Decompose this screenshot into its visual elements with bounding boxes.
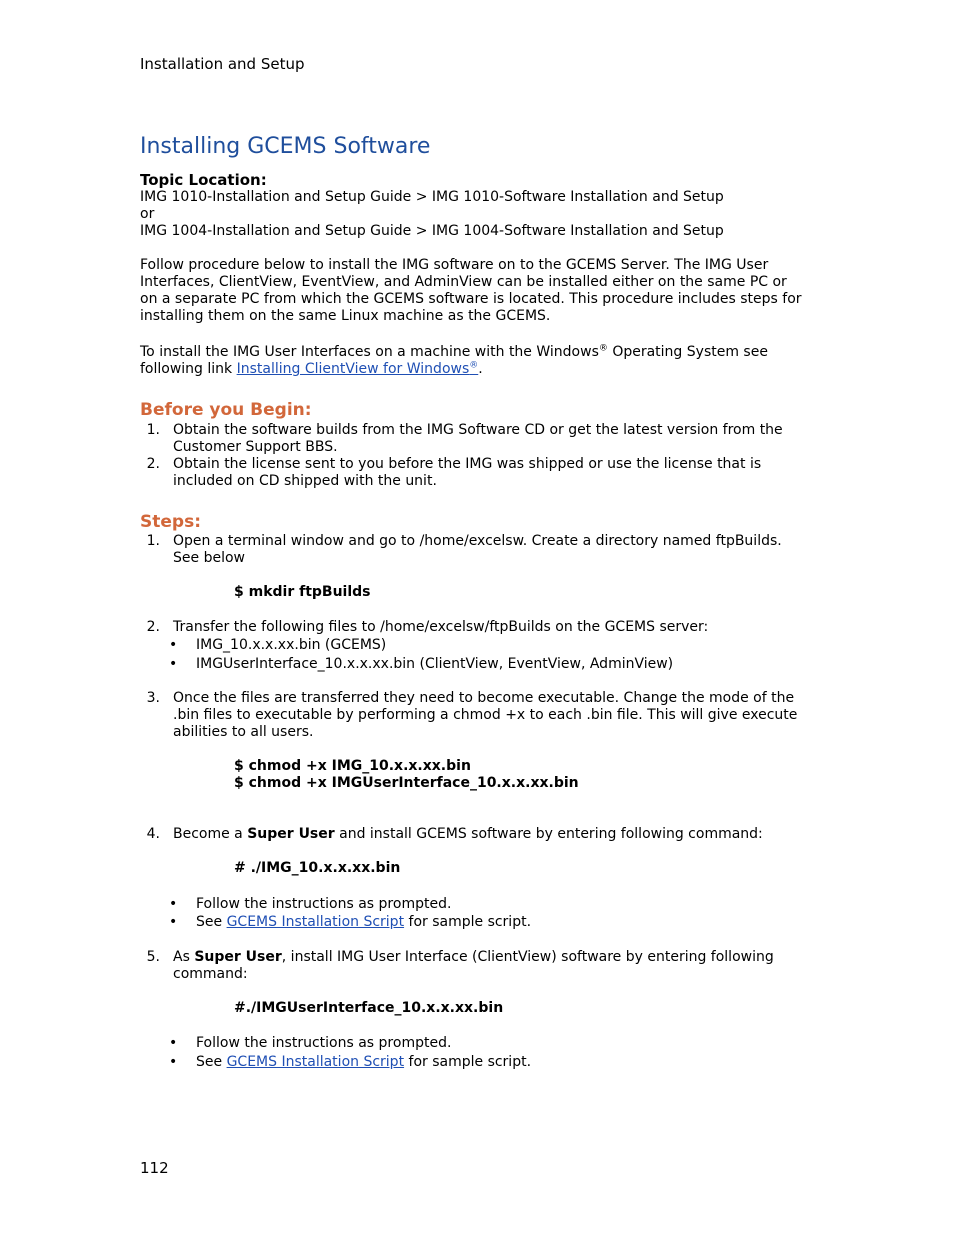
- step-text: Open a terminal window and go to /home/excelsw. Create a directory named ftpBuilds.: [173, 533, 782, 549]
- steps-heading: Steps:: [140, 512, 201, 532]
- step-text: command:: [173, 966, 248, 982]
- bullet-text: See GCEMS Installation Script for sample script.: [196, 1054, 532, 1070]
- running-header: Installation and Setup: [140, 55, 305, 73]
- topic-location-label: Topic Location:: [140, 171, 267, 189]
- bullet-icon: •: [169, 637, 178, 653]
- bullet-icon: •: [169, 1035, 178, 1051]
- command-install-gcems: # ./IMG_10.x.x.xx.bin: [234, 860, 401, 876]
- step-text: abilities to all users.: [173, 724, 314, 740]
- before-you-begin-heading: Before you Begin:: [140, 400, 312, 420]
- step-text: Once the files are transferred they need to become executable. Change the mode of the: [173, 690, 795, 706]
- step-number: 5.: [146, 949, 160, 965]
- bullet-text: See GCEMS Installation Script for sample script.: [196, 914, 532, 930]
- command-install-ui: #./IMGUserInterface_10.x.x.xx.bin: [234, 1000, 504, 1016]
- bullet-text: Follow the instructions as prompted.: [196, 1035, 452, 1051]
- windows-note-prefix: following link: [140, 361, 237, 377]
- windows-note-line-2: [140, 361, 483, 378]
- step-number: 2.: [146, 619, 160, 635]
- gcems-installation-script-link[interactable]: GCEMS Installation Script: [226, 1054, 405, 1070]
- page-number: 112: [140, 1159, 169, 1177]
- command-mkdir: $ mkdir ftpBuilds: [234, 584, 371, 600]
- intro-line-3: on a separate PC from which the GCEMS software is located. This procedure includes steps for: [140, 291, 802, 307]
- step-text: As Super User, install IMG User Interface (ClientView) software by entering following: [173, 949, 774, 965]
- command-chmod-ui: $ chmod +x IMGUserInterface_10.x.x.xx.bin: [234, 775, 579, 791]
- list-text: Obtain the software builds from the IMG Software CD or get the latest version from the: [173, 422, 783, 438]
- topic-location-1010: IMG 1010-Installation and Setup Guide > IMG 1010-Software Installation and Setup: [140, 189, 724, 205]
- step-number: 3.: [146, 690, 160, 706]
- intro-line-1: Follow procedure below to install the IMG software on to the GCEMS Server. The IMG User: [140, 257, 769, 273]
- topic-location-1004: IMG 1004-Installation and Setup Guide > IMG 1004-Software Installation and Setup: [140, 223, 724, 239]
- page-title: Installing GCEMS Software: [140, 134, 431, 159]
- windows-note-end: .: [478, 361, 483, 377]
- step-text: See below: [173, 550, 245, 566]
- registered-mark: ®: [598, 343, 608, 354]
- topic-location-or: or: [140, 206, 155, 222]
- step-text: Become a Super User and install GCEMS software by entering following command:: [173, 826, 763, 842]
- step-text: .bin files to executable by performing a chmod +x to each .bin file. This will give execute: [173, 707, 798, 723]
- bullet-icon: •: [169, 896, 178, 912]
- windows-note-text-cont: Operating System see: [607, 344, 768, 360]
- list-text: included on CD shipped with the unit.: [173, 473, 437, 489]
- installing-clientview-windows-link[interactable]: Installing ClientView for Windows®: [236, 360, 479, 377]
- bullet-text: IMG_10.x.x.xx.bin (GCEMS): [196, 637, 387, 653]
- windows-note-line-1: [140, 344, 768, 361]
- bullet-text: IMGUserInterface_10.x.x.xx.bin (ClientView, EventView, AdminView): [196, 656, 674, 672]
- command-chmod-img: $ chmod +x IMG_10.x.x.xx.bin: [234, 758, 471, 774]
- windows-note-text: To install the IMG User Interfaces on a machine with the Windows: [140, 344, 599, 360]
- bullet-text: Follow the instructions as prompted.: [196, 896, 452, 912]
- step-number: 1.: [146, 533, 160, 549]
- list-number: 2.: [146, 456, 160, 472]
- step-text: Transfer the following files to /home/excelsw/ftpBuilds on the GCEMS server:: [173, 619, 709, 635]
- bullet-icon: •: [169, 656, 178, 672]
- bullet-icon: •: [169, 1054, 178, 1070]
- intro-line-4: installing them on the same Linux machine as the GCEMS.: [140, 308, 551, 324]
- gcems-installation-script-link[interactable]: GCEMS Installation Script: [226, 914, 405, 930]
- list-number: 1.: [146, 422, 160, 438]
- step-number: 4.: [146, 826, 160, 842]
- intro-line-2: Interfaces, ClientView, EventView, and AdminView can be installed either on the same PC or: [140, 274, 787, 290]
- bullet-icon: •: [169, 914, 178, 930]
- list-text: Obtain the license sent to you before the IMG was shipped or use the license that is: [173, 456, 762, 472]
- list-text: Customer Support BBS.: [173, 439, 338, 455]
